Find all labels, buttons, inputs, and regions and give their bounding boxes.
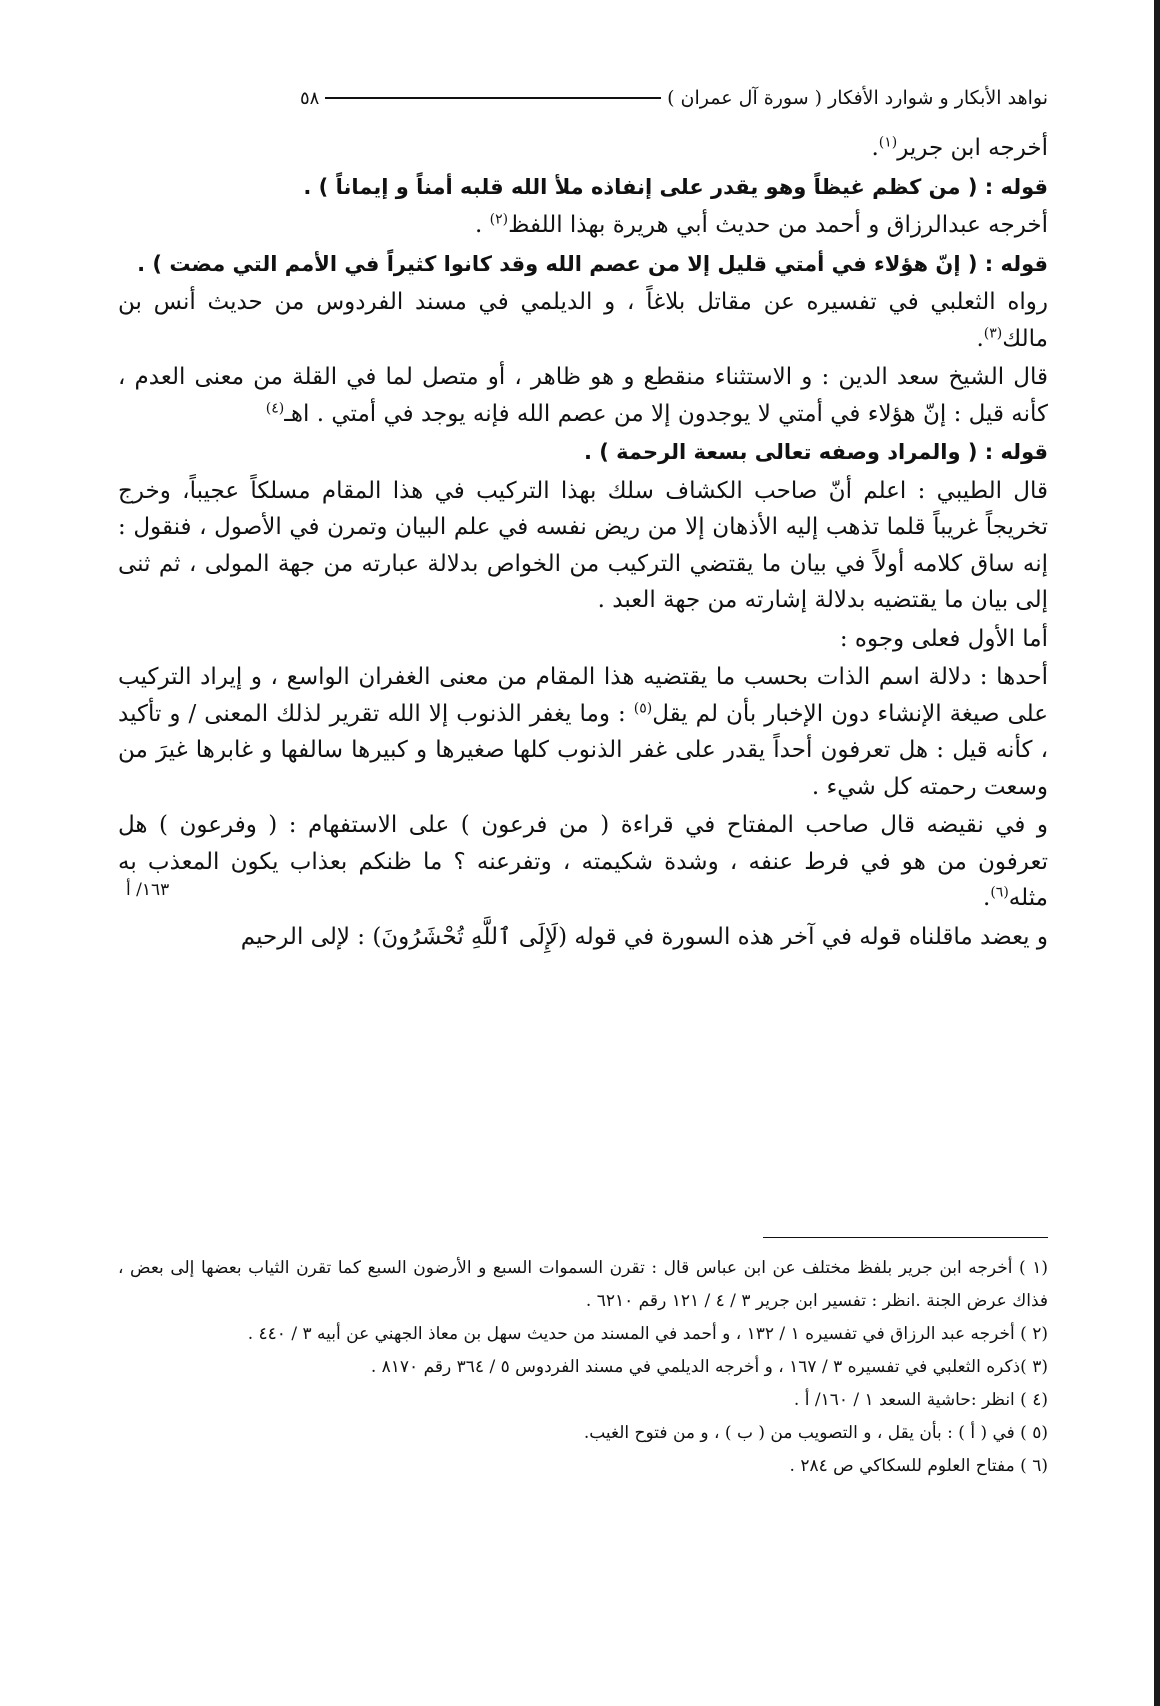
footnote-reference: (١) [878, 134, 898, 151]
paragraph [118, 434, 1048, 471]
footnotes [118, 1252, 1048, 1483]
footnote: (٢ ) أخرجه عبد الرزاق في تفسيره ١ / ١٣٢ ، و أحمد في المسند من حديث سهل بن معاذ الجهني عن أبيه ٣ / ٤٤٠ . [247, 1324, 1048, 1344]
quoted-heading: قوله : ( من كظم غيظاً وهو يقدر على إنفاذه ملأ الله قلبه أمناً و إيماناً ) . [303, 174, 1048, 199]
footnote: (٦ ) مفتاح العلوم للسكاكي ص ٢٨٤ . [789, 1456, 1048, 1476]
quoted-heading: قوله : ( إنّ هؤلاء في أمتي قليل إلا من عصم الله وقد كانوا كثيراً في الأمم التي مضت ) . [137, 251, 1048, 276]
page-number: ٥٨ [300, 87, 320, 109]
footnote: (٤ ) انظر :حاشية السعد ١ / ١٦٠/ أ . [793, 1390, 1048, 1410]
footnote: (٣ )ذكره الثعلبي في تفسيره ٣ / ١٦٧ ، و أخرجه الديلمي في مسند الفردوس ٥ / ٣٦٤ رقم ٨١٧٠ . [370, 1357, 1048, 1377]
header-rule [325, 97, 661, 99]
paragraph [118, 130, 1048, 167]
footnote-reference: (٥) [633, 699, 653, 716]
footnote-reference: (٢) [489, 211, 509, 228]
paragraph [118, 621, 1048, 658]
paragraph [118, 207, 1048, 244]
paragraph-text: أخرجه ابن جرير [897, 135, 1048, 161]
paragraph-text: أخرجه عبدالرزاق و أحمد من حديث أبي هريرة بهذا اللفظ [508, 212, 1048, 238]
quoted-heading: قوله : ( والمراد وصفه تعالى بسعة الرحمة ) . [583, 440, 1048, 464]
paragraph [118, 659, 1048, 805]
paragraph-text: و في نقيضه قال صاحب المفتاح في قراءة ( من فرعون ) على الاستفهام : ( وفرعون ) هل تعرفون من هو في فرط عنفه ، وشدة شكيمته ، وتفرعنه ؟ ما ظنكم بعذاب يكون المعذب به مثله [118, 812, 1048, 911]
paragraph [118, 169, 1048, 206]
footnote: (٥ ) في ( أ ) : بأن يقل ، و التصويب من ( ب ) ، و من فتوح الغيب. [583, 1423, 1048, 1443]
footnote-reference: (٤) [265, 399, 285, 416]
paragraph-tail: . [475, 212, 490, 238]
paragraph-text: قال الطيبي : اعلم أنّ صاحب الكشاف سلك بهذا التركيب في هذا المقام مسلكاً عجيباً، وخرج تخريجاً غريباً قلما تذهب إليه الأذهان إلا من ريض نفسه في علم البيان وتمرن في الأصول ، فنقول : إنه ساق كلامه أولاً في بيان ما يقتضي التركيب من الخواص بدلالة عبارته من جهة المولى ، ثم ثنى إلى بيان ما يقتضيه بدلالة إشارته من جهة العبد . [118, 477, 1049, 613]
footnote-reference: (٦) [990, 884, 1009, 901]
header-title: نواهد الأبكار و شوارد الأفكار ( سورة آل عمران ) [667, 87, 1048, 109]
paragraph [118, 473, 1048, 619]
paragraph [118, 919, 1048, 956]
paragraph-text: و يعضد ماقلناه قوله في آخر هذه السورة في قوله (لَإِلَى ٱللَّهِ تُحْشَرُونَ) : لإلى الرحيم [240, 923, 1048, 950]
paragraph [118, 807, 1048, 917]
paragraph-text: أحدها : دلالة اسم الذات بحسب ما يقتضيه هذا المقام من معنى الغفران الواسع ، و إيراد التركيب على صيغة الإنشاء دون الإخبار بأن لم يقل [118, 664, 1048, 727]
margin-folio-note: ١٦٣/ أ [126, 880, 170, 900]
paragraph-tail: . [976, 325, 984, 352]
page-edge [1154, 0, 1160, 1706]
paragraph-tail: : وما يغفر الذنوب إلا الله تقرير لذلك المعنى / و تأكيد ، كأنه قيل : هل تعرفون أحداً يقدر على غفر الذنوب كلها صغيرها و كبيرها سالفها و غابرها غيرَ من وسعت رحمته كل شيء . [118, 700, 1048, 800]
paragraph-tail: . [871, 135, 879, 161]
running-header [300, 80, 1048, 116]
paragraph-text: قال الشيخ سعد الدين : و الاستثناء منقطع و هو ظاهر ، أو متصل لما في القلة من معنى العدم ، كأنه قيل : إنّ هؤلاء في أمتي لا يوجدون إلا من عصم الله فإنه يوجد في أمتي . اهـ [118, 364, 1048, 427]
paragraph [118, 359, 1048, 432]
footnote: (١ ) أخرجه ابن جرير بلفظ مختلف عن ابن عباس قال : تقرن السموات السبع و الأرضون السبع كما تقرن الثياب بعضها إلى بعض ، فذاك عرض الجنة .انظر : تفسير ابن جرير ٣ / ٤ / ١٢١ رقم ٦٢١٠ . [118, 1258, 1048, 1311]
paragraph-tail: . [983, 885, 991, 911]
paragraph [118, 284, 1048, 357]
footnote-separator [763, 1237, 1048, 1238]
paragraph-text: رواه الثعلبي في تفسيره عن مقاتل بلاغاً ، و الديلمي في مسند الفردوس من حديث أنس بن مالك [118, 289, 1048, 352]
paragraph [118, 246, 1048, 283]
main-text [118, 130, 1048, 957]
paragraph-text: أما الأول فعلى وجوه : [839, 625, 1048, 652]
footnote-reference: (٣) [983, 324, 1003, 341]
